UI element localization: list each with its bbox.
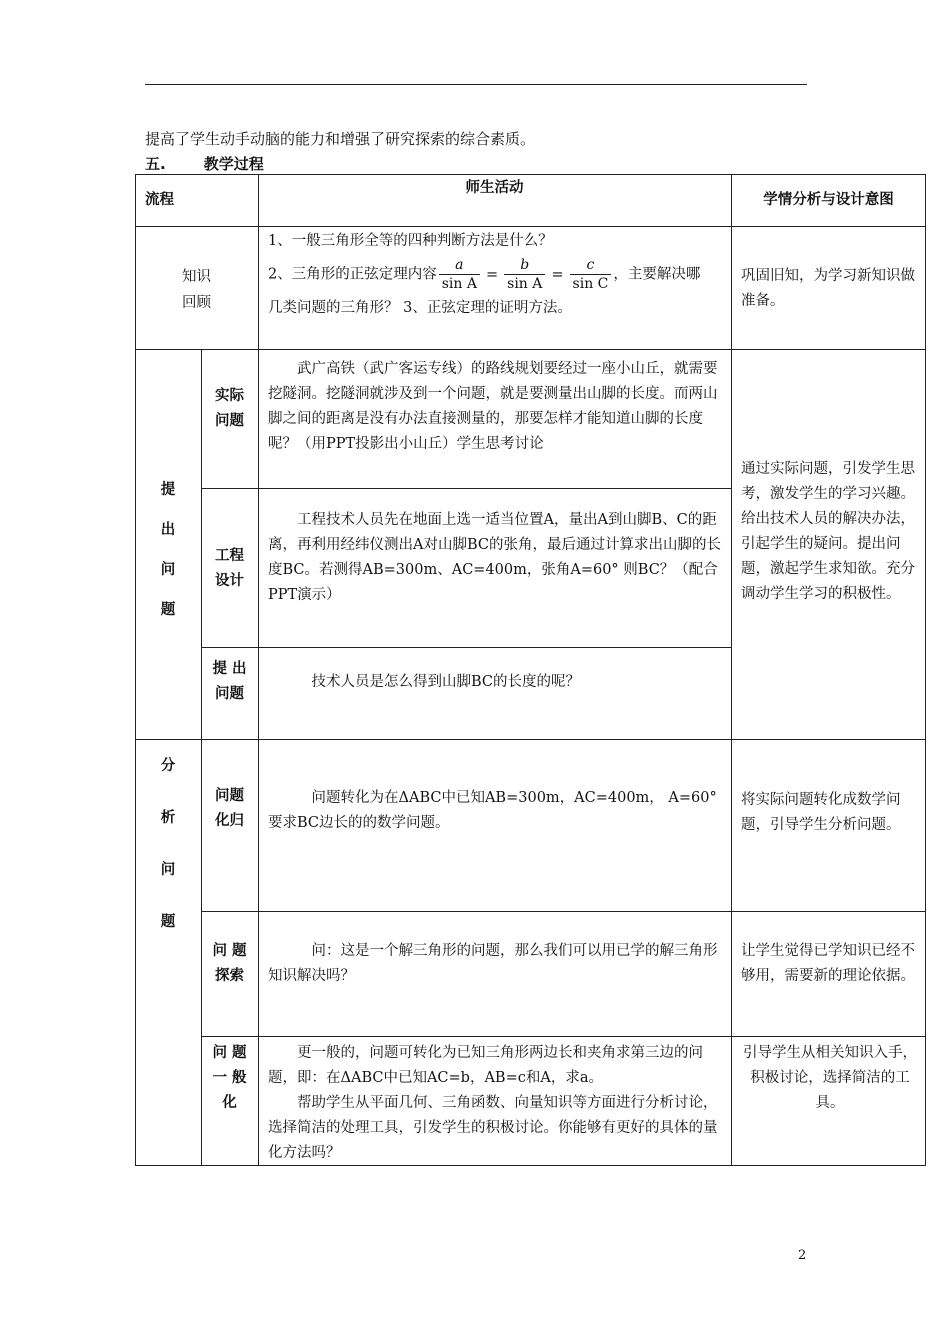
general-intent: 引导学生从相关知识入手，积极讨论，选择简洁的工具。 <box>743 1045 917 1111</box>
header-rule <box>145 84 807 85</box>
review-line1: 1、一般三角形全等的四种判断方法是什么？ <box>268 233 553 249</box>
section-number: 五. <box>145 155 166 173</box>
intro-text: 提高了学生动手动脑的能力和增强了研究探索的综合素质。 <box>145 130 536 148</box>
engineering-text: 工程技术人员先在地面上选一适当位置A，量出A到山脚B、C的距离，再利用经纬仪测出A对山脚BC的张角，最后通过计算求出山脚的长度BC。若测得AB=300m、AC=400m，张角A=60° 则BC？（配合PPT演示） <box>268 512 721 603</box>
header-flow: 流程 <box>145 192 174 208</box>
propose-group-label: 提 出 问 题 <box>160 482 176 618</box>
practical-label: 实际 问题 <box>215 388 244 429</box>
propose-intent: 通过实际问题，引发学生思考，激发学生的学习兴趣。给出技术人员的解决办法，引起学生的疑问。提出问题，激起学生求知欲。充分调动学生学习的积极性。 <box>741 461 915 602</box>
review-intent: 巩固旧知，为学习新知识做准备。 <box>741 268 915 309</box>
general-label: 问 题 一 般 化 <box>212 1045 247 1111</box>
engineering-label: 工程 设计 <box>215 548 244 589</box>
reduce-label: 问题 化归 <box>215 788 244 829</box>
ask-text: 技术人员是怎么得到山脚BC的长度的呢？ <box>311 674 581 690</box>
page-number: 2 <box>798 1248 807 1263</box>
sine-ratio-c: $\frac{c}{\text{sin C}}$ <box>570 256 612 293</box>
review-content <box>268 228 728 321</box>
explore-label: 问 题 探索 <box>212 943 247 984</box>
review-line2: 2、三角形的正弦定理内容 $\frac{a}{\text{sin A}}$ = $\frac{b}{\text{sin A}}$ = $\frac{c}{\text{sin C}}$ ，主要解决哪 <box>268 257 701 292</box>
section-title: 教学过程 <box>203 155 264 173</box>
header-analysis: 学情分析与设计意图 <box>763 192 894 208</box>
sine-ratio-b: $\frac{b}{\text{sin A}}$ <box>504 256 545 293</box>
general-text: 更一般的，问题可转化为已知三角形两边长和夹角求第三边的问题，即：在ΔABC中已知AC=b，AB=c和A，求a。 帮助学生从平面几何、三角函数、向量知识等方面进行分析讨论，选择简洁的处理工具，引发学生的积极讨论。你能够有更好的具体的量化方法吗？ <box>268 1045 718 1161</box>
explore-text: 问：这是一个解三角形的问题，那么我们可以用已学的解三角形知识解决吗？ <box>268 943 718 984</box>
header-activity: 师生活动 <box>465 180 524 196</box>
reduce-intent: 将实际问题转化成数学问题，引导学生分析问题。 <box>741 792 901 833</box>
reduce-text: 问题转化为在ΔABC中已知AB=300m，AC=400m， A=60° 要求BC边长的的数学问题。 <box>268 790 717 831</box>
sine-ratio-a: $\frac{a}{\text{sin A}}$ <box>439 256 480 293</box>
section-heading <box>145 153 264 174</box>
review-label: 知识 回顾 <box>182 269 211 311</box>
review-line3: 几类问题的三角形？ 3、正弦定理的证明方法。 <box>268 300 572 316</box>
practical-text: 武广高铁（武广客运专线）的路线规划要经过一座小山丘，就需要挖隧洞。挖隧洞就涉及到一个问题，就是要测量出山脚的长度。而两山脚之间的距离是没有办法直接测量的，那要怎样才能知道山脚的长度呢？（用PPT投影出小山丘）学生思考讨论 <box>268 361 718 452</box>
explore-intent: 让学生觉得已学知识已经不够用，需要新的理论依据。 <box>741 943 915 984</box>
ask-label: 提 出 问题 <box>212 661 247 702</box>
analyze-group-label: 分 析 问 题 <box>160 758 176 930</box>
